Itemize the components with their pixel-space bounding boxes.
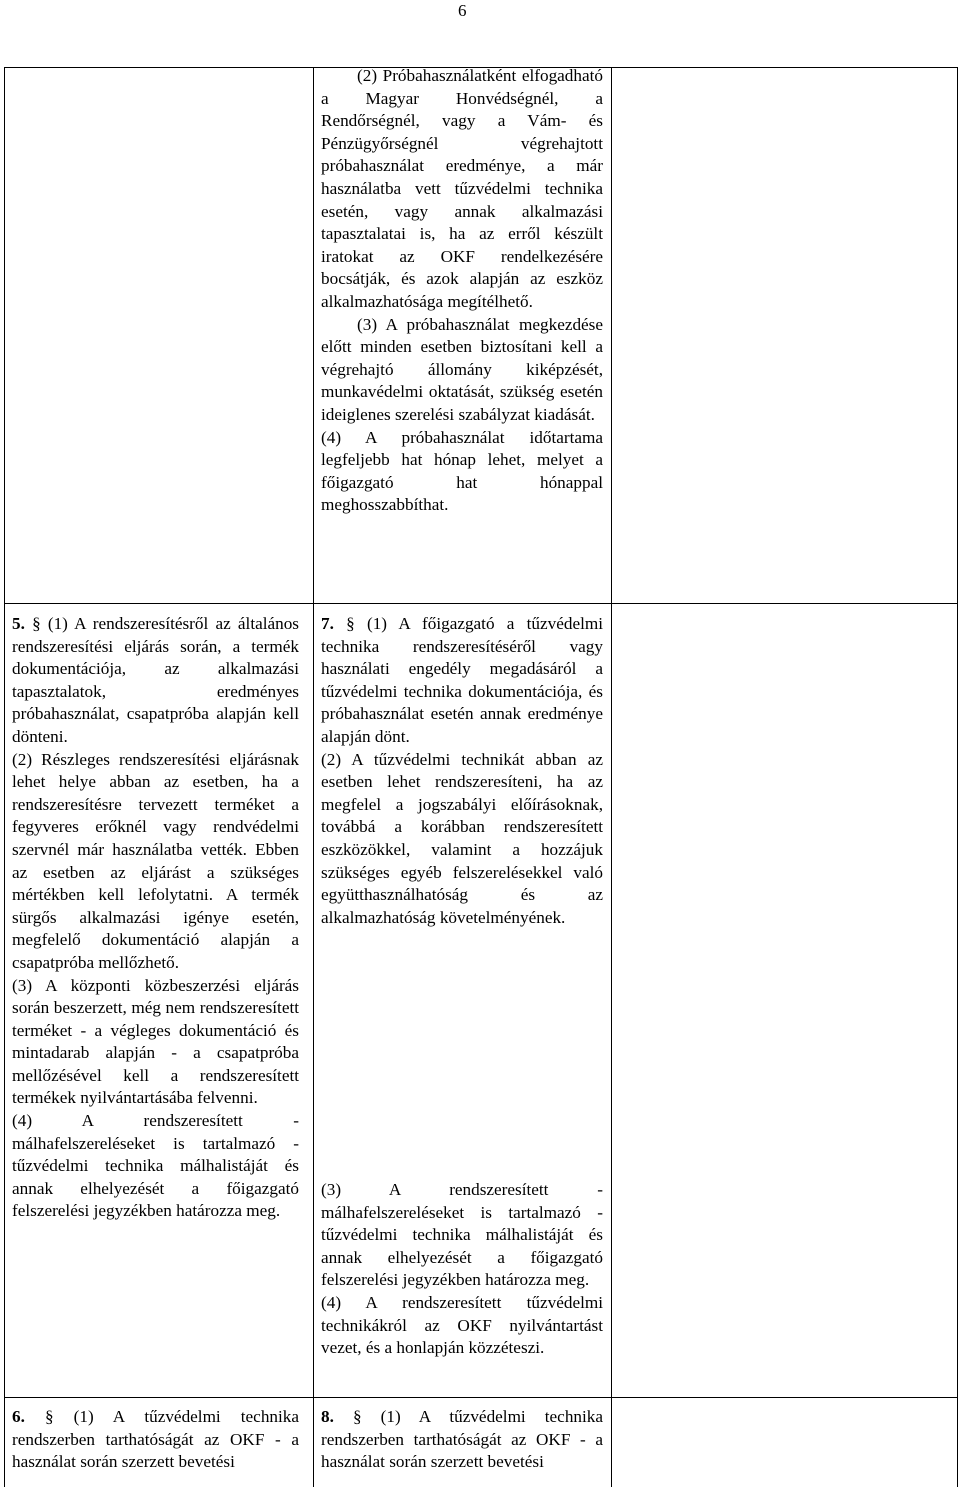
- row3-left-cell: [12, 1406, 299, 1474]
- paragraph-text: (1) A rendszeresítésről az általános rendszeresítési eljárás során, a termék dokumentációja, az alkalmazási tapasztalatok, eredményes próbahasználat, csapatpróba alapján kell dönteni.: [12, 614, 299, 746]
- section-sign: §: [346, 614, 355, 633]
- section-number: 8.: [321, 1407, 334, 1426]
- section-number: 7.: [321, 614, 334, 633]
- section-paragraph: [321, 1406, 603, 1474]
- row2-middle-cell: [321, 613, 603, 929]
- section-paragraph: [12, 1406, 299, 1474]
- paragraph: (3) A központi közbeszerzési eljárás során beszerzett, még nem rendszeresített terméket - a végleges dokumentáció és mintadarab alapján - a csapatpróba mellőzésével kell a rendszeresített termékek nyilvántartásába felvenni.: [12, 975, 299, 1108]
- section-number: 6.: [12, 1407, 25, 1426]
- paragraph: (3) A próbahasználat megkezdése előtt minden esetben biztosítani kell a végrehajtó állomány kiképzését, munkavédelmi oktatását, szükség esetén ideiglenes szerelési szabályzat kiadását.: [321, 314, 603, 424]
- paragraph: (4) A rendszeresített tűzvédelmi technikákról az OKF nyilvántartást vezet, és a honlapján közzéteszi.: [321, 1292, 603, 1358]
- section-number: 5.: [12, 614, 25, 633]
- row3-middle-cell: [321, 1406, 603, 1474]
- section-paragraph: [12, 613, 299, 749]
- paragraph-text: (1) A tűzvédelmi technika rendszerben tarthatóságát az OKF - a használat során szerzett bevetési: [12, 1407, 300, 1472]
- paragraph: (2) Részleges rendszeresítési eljárásnak lehet helye abban az esetben, ha a rendszeresítésre tervezett terméket a fegyveres erőknél vagy rendvédelmi szervnél már használatba vették. Ebben az esetben az eljárást a szükséges mértékben kell lefolytatni. A termék sürgős alkalmazási igénye esetén, megfelelő dokumentáció alapján a csapatpróba mellőzhető.: [12, 749, 299, 972]
- section-sign: §: [44, 1407, 54, 1426]
- row2-middle-cell-lower: [321, 1179, 603, 1360]
- paragraph-text: (1) A tűzvédelmi technika rendszerben tarthatóságát az OKF - a használat során szerzett bevetési: [321, 1407, 604, 1472]
- paragraph: (3) A rendszeresített - málhafelszereléseket is tartalmazó - tűzvédelmi technika málhalistáját és annak elhelyezését a főigazgató felszerelési jegyzékben határozza meg.: [321, 1180, 603, 1290]
- paragraph: (4) A rendszeresített - málhafelszereléseket is tartalmazó - tűzvédelmi technika málhalistáját és annak elhelyezését a főigazgató felszerelési jegyzékben határozza meg.: [12, 1111, 299, 1221]
- paragraph-text: (1) A főigazgató a tűzvédelmi technika rendszeresítéséről vagy használati engedély megadásáról a tűzvédelmi technika dokumentációja, és próbahasználat esetén annak eredménye alapján dönt.: [321, 614, 604, 746]
- paragraph: (4) A próbahasználat időtartama legfeljebb hat hónap lehet, melyet a főigazgató hat hónappal meghosszabbíthat.: [321, 427, 603, 515]
- paragraph: (2) Próbahasználatként elfogadható a Magyar Honvédségnél, a Rendőrségnél, vagy a Vám- és Pénzügyőrségnél végrehajtott próbahasználat eredménye, a már használatba vett tűzvédelmi technika esetén, vagy annak alkalmazási tapasztalatai is, ha az erről készült iratokat az OKF rendelkezésére bocsátják, és azok alapján az eszköz alkalmazhatósága megítélhető.: [321, 66, 603, 311]
- row2-left-cell: [12, 613, 299, 1223]
- paragraph: (2) A tűzvédelmi technikát abban az esetben lehet rendszeresíteni, ha az megfelel a jogszabályi előírásoknak, továbbá a korábban rendszeresített eszközökkel, valamint a hozzájuk szükséges egyéb felszerelésekkel való együtthasználhatóság és az alkalmazhatóság követelményének.: [321, 749, 603, 927]
- section-sign: §: [352, 1407, 362, 1426]
- row1-middle-cell: [321, 65, 603, 517]
- section-paragraph: [321, 613, 603, 749]
- section-sign: §: [32, 614, 41, 633]
- page-number: 6: [458, 1, 467, 20]
